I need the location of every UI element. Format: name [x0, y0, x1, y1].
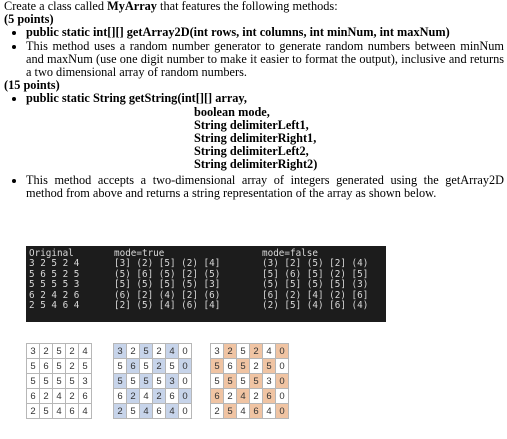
grid-cell: 6 — [263, 389, 276, 404]
grid-cell: 2 — [127, 344, 140, 359]
grid-cell: 5 — [140, 344, 153, 359]
grid-cell: 5 — [140, 359, 153, 374]
grid-cell: 6 — [114, 389, 127, 404]
grid-cell: 2 — [250, 344, 263, 359]
grid-cell: 4 — [166, 344, 179, 359]
grid-row — [211, 389, 289, 404]
grid-cell: 5 — [40, 374, 53, 389]
grid-orange — [210, 343, 289, 419]
grid-cell: 0 — [179, 404, 192, 419]
param-5: String delimiterRight2) — [194, 157, 318, 172]
grid-cell: 5 — [211, 359, 224, 374]
intro-prefix: Create a class called — [4, 0, 108, 13]
grid-row — [114, 389, 192, 404]
section1-signature: • public static int[][] getArray2D(int rows, int columns, int minNum, int maxNum) — [26, 26, 504, 39]
section1-points: (5 points) — [4, 12, 54, 27]
grid-cell: 5 — [237, 359, 250, 374]
grid-cell: 5 — [127, 374, 140, 389]
grid-cell: 6 — [40, 359, 53, 374]
grid-cell: 2 — [250, 389, 263, 404]
grid-cell: 0 — [276, 359, 289, 374]
grid-cell: 2 — [40, 344, 53, 359]
grid-cell: 0 — [276, 344, 289, 359]
grid-cell: 5 — [263, 359, 276, 374]
grid-cell: 3 — [79, 374, 92, 389]
grid-cell: 4 — [79, 344, 92, 359]
grid-cell: 2 — [153, 359, 166, 374]
class-name: MyArray — [107, 0, 157, 13]
grid-cell: 6 — [153, 404, 166, 419]
grid-cell: 6 — [166, 389, 179, 404]
grid-cell: 2 — [114, 404, 127, 419]
grid-cell: 5 — [53, 374, 66, 389]
grid-row — [27, 374, 92, 389]
grid-cell: 4 — [79, 404, 92, 419]
param-1: boolean mode, — [194, 104, 270, 119]
grid-cell: 4 — [263, 404, 276, 419]
grid-cell: 2 — [153, 344, 166, 359]
grid-cell: 0 — [179, 359, 192, 374]
grid-cell: 3 — [27, 344, 40, 359]
grid-cell: 5 — [114, 359, 127, 374]
terminal-original: Original 3 2 5 2 4 5 6 5 2 5 5 5 5 5 3 6 2 4 2 6 2 5 4 6 4 — [29, 248, 80, 312]
grid-cell: 2 — [211, 404, 224, 419]
grid-row — [211, 344, 289, 359]
intro-suffix: that features the following methods: — [156, 0, 338, 13]
grid-row — [27, 404, 92, 419]
grid-row — [114, 359, 192, 374]
grid-cell: 2 — [40, 389, 53, 404]
grid-cell: 3 — [263, 374, 276, 389]
grid-cell: 2 — [250, 359, 263, 374]
grid-cell: 4 — [166, 404, 179, 419]
grid-cell: 5 — [27, 359, 40, 374]
grid-cell: 5 — [140, 374, 153, 389]
grid-cell: 5 — [224, 374, 237, 389]
grid-cell: 5 — [153, 374, 166, 389]
grid-cell: 2 — [66, 359, 79, 374]
grid-cell: 5 — [250, 374, 263, 389]
section2-points: (15 points) — [4, 78, 60, 93]
grid-cell: 6 — [211, 389, 224, 404]
section2-desc-list — [4, 174, 504, 200]
grid-blue — [113, 343, 192, 419]
grid-row — [27, 344, 92, 359]
grid-cell: 5 — [224, 404, 237, 419]
grid-cell: 5 — [127, 404, 140, 419]
grid-cell: 0 — [179, 389, 192, 404]
grid-cell: 0 — [276, 374, 289, 389]
section1-description: • This method uses a random number generator to generate random numbers between minNum and maxNum (use one digit number to make it easier to format the output), inclusive and returns a two dimensional array of random numbers. — [26, 40, 504, 80]
param-3: String delimiterRight1, — [194, 131, 317, 146]
grid-cell: 4 — [140, 404, 153, 419]
grid-row — [211, 359, 289, 374]
section2-description: • This method accepts a two-dimensional array of integers generated using the getArray2D method from above and returns a string representation of the array as shown below. — [26, 174, 504, 200]
grid-cell: 5 — [40, 404, 53, 419]
grid-cell: 3 — [211, 344, 224, 359]
grid-row — [211, 374, 289, 389]
grid-cell: 0 — [276, 404, 289, 419]
grid-row — [114, 344, 192, 359]
grid-cell: 5 — [27, 374, 40, 389]
intro-line — [4, 0, 504, 13]
grid-cell: 6 — [79, 389, 92, 404]
grid-row — [114, 374, 192, 389]
grid-cell: 5 — [79, 359, 92, 374]
section2-list — [4, 92, 504, 105]
grid-cell: 4 — [53, 404, 66, 419]
grid-cell: 5 — [114, 374, 127, 389]
grid-row — [27, 359, 92, 374]
terminal-mode-true: mode=true [3] (2) [5] (2) [4] (5) [6] (5) [2] (5) [5] (5) [5] (5) [3] (6) [2] (4) [2] (6) [2] (5) [4] (6) [4] — [114, 248, 221, 312]
grid-cell: 2 — [153, 389, 166, 404]
grid-cell: 2 — [66, 344, 79, 359]
grid-cell: 2 — [224, 344, 237, 359]
grid-cell: 5 — [53, 344, 66, 359]
grid-cell: 2 — [27, 404, 40, 419]
grid-cell: 6 — [66, 404, 79, 419]
param-2: String delimiterLeft1, — [194, 117, 309, 132]
section2-signature: • public static String getString(int[][] array, — [26, 92, 504, 105]
assignment-document — [4, 0, 504, 200]
grid-cell: 6 — [127, 359, 140, 374]
terminal-mode-false: mode=false (3) [2] (5) [2] (4) [5] (6) [5] (2) [5] (5) [5] (5) [5] (3) [6] (2) [4] (2) [6] (2) [5] (4) [6] (4) — [262, 248, 369, 312]
grid-cell: 6 — [224, 359, 237, 374]
grid-cell: 0 — [179, 344, 192, 359]
grid-cell: 2 — [224, 389, 237, 404]
grid-cell: 5 — [211, 374, 224, 389]
grid-cell: 0 — [179, 374, 192, 389]
grid-cell: 5 — [237, 374, 250, 389]
grid-cell: 5 — [237, 344, 250, 359]
grid-cell: 4 — [140, 389, 153, 404]
grid-cell: 5 — [66, 374, 79, 389]
grid-row — [27, 389, 92, 404]
grid-cell: 5 — [166, 359, 179, 374]
grid-row — [211, 404, 289, 419]
grid-cell: 4 — [237, 389, 250, 404]
grid-cell: 0 — [276, 389, 289, 404]
grid-cell: 4 — [263, 344, 276, 359]
grid-cell: 4 — [53, 389, 66, 404]
section1-list — [4, 26, 504, 79]
grid-row — [114, 404, 192, 419]
grid-cell: 3 — [166, 374, 179, 389]
grid-cell: 6 — [27, 389, 40, 404]
grid-cell: 2 — [66, 389, 79, 404]
grid-cell: 6 — [250, 404, 263, 419]
grid-original — [26, 343, 92, 419]
grid-cell: 4 — [237, 404, 250, 419]
grid-cell: 2 — [127, 389, 140, 404]
terminal-output — [26, 246, 386, 322]
grid-cell: 5 — [53, 359, 66, 374]
grid-cell: 3 — [114, 344, 127, 359]
param-4: String delimiterLeft2, — [194, 144, 309, 159]
